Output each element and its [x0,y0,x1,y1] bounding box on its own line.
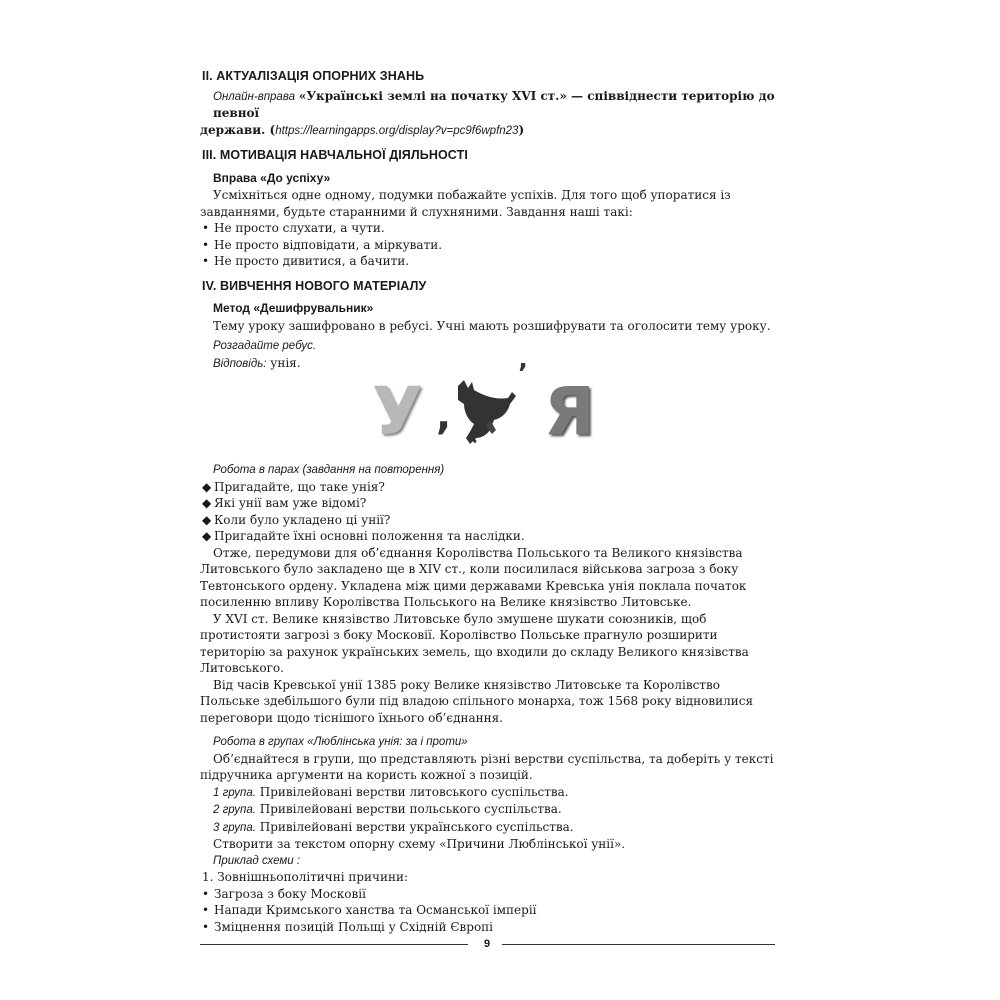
group-label: 3 група. [213,821,256,834]
section-heading-2: II. АКТУАЛІЗАЦІЯ ОПОРНИХ ЗНАНЬ [202,69,425,83]
list-item: • Не просто відповідати, а міркувати. [202,237,443,252]
close-paren: ) [518,122,525,137]
exercise-label: Онлайн-вправа [213,90,295,103]
group-label: 2 група. [213,804,256,816]
list-item: ◆ Які унії вам уже відомі? [202,496,367,510]
group-text: Привілейовані верстви українського суспільства. [255,819,574,834]
rebus-comma: , [436,393,452,439]
goat-icon [450,378,522,446]
group-text: Привілейовані верстви литовського суспільства. [255,784,569,799]
list-item-text: Коли було укладено ці унії? [214,512,391,527]
list-item: • Не просто слухати, а чути. [202,221,385,235]
footer-rule-left [200,944,468,945]
list-item-text: Не просто дивитися, а бачити. [214,254,410,268]
exercise-link[interactable]: https://learningapps.org/display?v=pc9f6wpfn23 [275,124,519,137]
exercise-text: «Українські землі на початку XVI ст.» — співвіднести територію до певної [213,88,775,120]
footer-rule-right [502,944,775,945]
rebus-prompt: Розгадайте ребус. [213,340,317,352]
list-item: ◆ Пригадайте, що таке унія? [202,479,385,494]
reasons-list [200,886,780,936]
group-1 [200,784,780,802]
list-item-text: Не просто відповідати, а міркувати. [214,237,443,252]
answer-text: унія. [266,355,301,370]
scheme-example: Приклад схеми : [213,854,301,867]
list-item-text: Напади Кримського ханства та Османської імперії [214,903,537,917]
list-item-text: Які унії вам уже відомі? [214,496,367,510]
list-item: ◆ Пригадайте їхні основні положення та наслідки. [202,529,525,543]
subheading-do-uspikhu: Вправа «До успіху» [213,170,331,185]
page-footer [200,938,775,952]
rebus-letter-u: У [372,373,423,450]
paragraph: Отже, передумови для об’єднання Королівства Польського та Великого князівства Литовського було закладено ще в XIV ст., коли посилилася військова загроза з боку Тевтонського ордену. Укладена між цими державами Кревська унія поклала початок посиленню впливу Королівства Польського на Велике князівство Литовське. [200,545,747,609]
group-3 [200,819,780,837]
list-item: • Не просто дивитися, а бачити. [202,254,410,268]
list-item-text: Пригадайте їхні основні положення та наслідки. [214,529,525,543]
section-heading-4: IV. ВИВЧЕННЯ НОВОГО МАТЕРІАЛУ [202,278,427,293]
list-item: ◆ Коли було укладено ці унії? [202,512,391,527]
paragraph: Від часів Кревської унії 1385 року Велике князівство Литовське та Королівство Польське здебільшого були під владою спільного монарха, тож 1568 року відновилися переговори щодо тіснішого їхнього об’єднання. [200,677,754,725]
section-heading-3: III. МОТИВАЦІЯ НАВЧАЛЬНОЇ ДІЯЛЬНОСТІ [202,148,468,162]
method-paragraph: Тему уроку зашифровано в ребусі. Учні мають розшифрувати та оголосити тему уроку. [213,318,771,333]
motivation-paragraph: Усміхніться одне одному, подумки побажайте успіхів. Для того щоб упоратися із завданнями, будьте старанними й слухняними. Завдання наші такі: [200,188,731,219]
online-exercise-cont [200,122,780,140]
list-item: • Загроза з боку Московії [202,886,366,901]
list-item-text: Зміцнення позицій Польщі у Східній Європі [214,919,494,934]
groups-title: Робота в групах «Люблінська унія: за і проти» [213,736,468,748]
group-text: Привілейовані верстви польського суспільства. [255,802,562,816]
numbered-item-1: 1. Зовнішньополітичні причини: [202,870,409,884]
scheme-task: Створити за текстом опорну схему «Причини Люблінської унії». [213,837,626,851]
answer-line [200,355,780,373]
subheading-method: Метод «Дешифрувальник» [213,301,374,315]
list-item: • Зміцнення позицій Польщі у Східній Європі [202,919,494,934]
exercise-text-2: держави. ( [200,122,276,137]
pairs-list [200,479,780,545]
groups-paragraph: Об’єднайтеся в групи, що представляють різні верстви суспільства, та доберіть у тексті підручника аргументи на користь кожної з позицій. [200,751,774,782]
list-item-text: Не просто слухати, а чути. [214,221,385,235]
list-item-text: Загроза з боку Московії [214,886,366,901]
page-number: 9 [483,938,491,950]
online-exercise [200,88,780,122]
page-content [200,66,780,935]
list-item: • Напади Кримського ханства та Османської імперії [202,903,537,917]
pairs-title: Робота в парах (завдання на повторення) [213,464,445,476]
motivation-list [200,220,780,270]
rebus-apostrophes: ’ [518,359,528,389]
group-label: 1 група. [213,786,256,799]
rebus-letter-ya: Я [544,373,595,450]
paragraph: У XVI ст. Велике князівство Литовське було змушене шукати союзників, щоб протистояти загрозі з боку Московії. Королівство Польське прагнуло розширити територію за рахунок українських земель, що входили до складу Великого князівства Литовського. [200,611,749,675]
list-item-text: Пригадайте, що таке унія? [214,479,385,494]
group-2 [200,801,780,819]
answer-label: Відповідь: [213,357,267,370]
